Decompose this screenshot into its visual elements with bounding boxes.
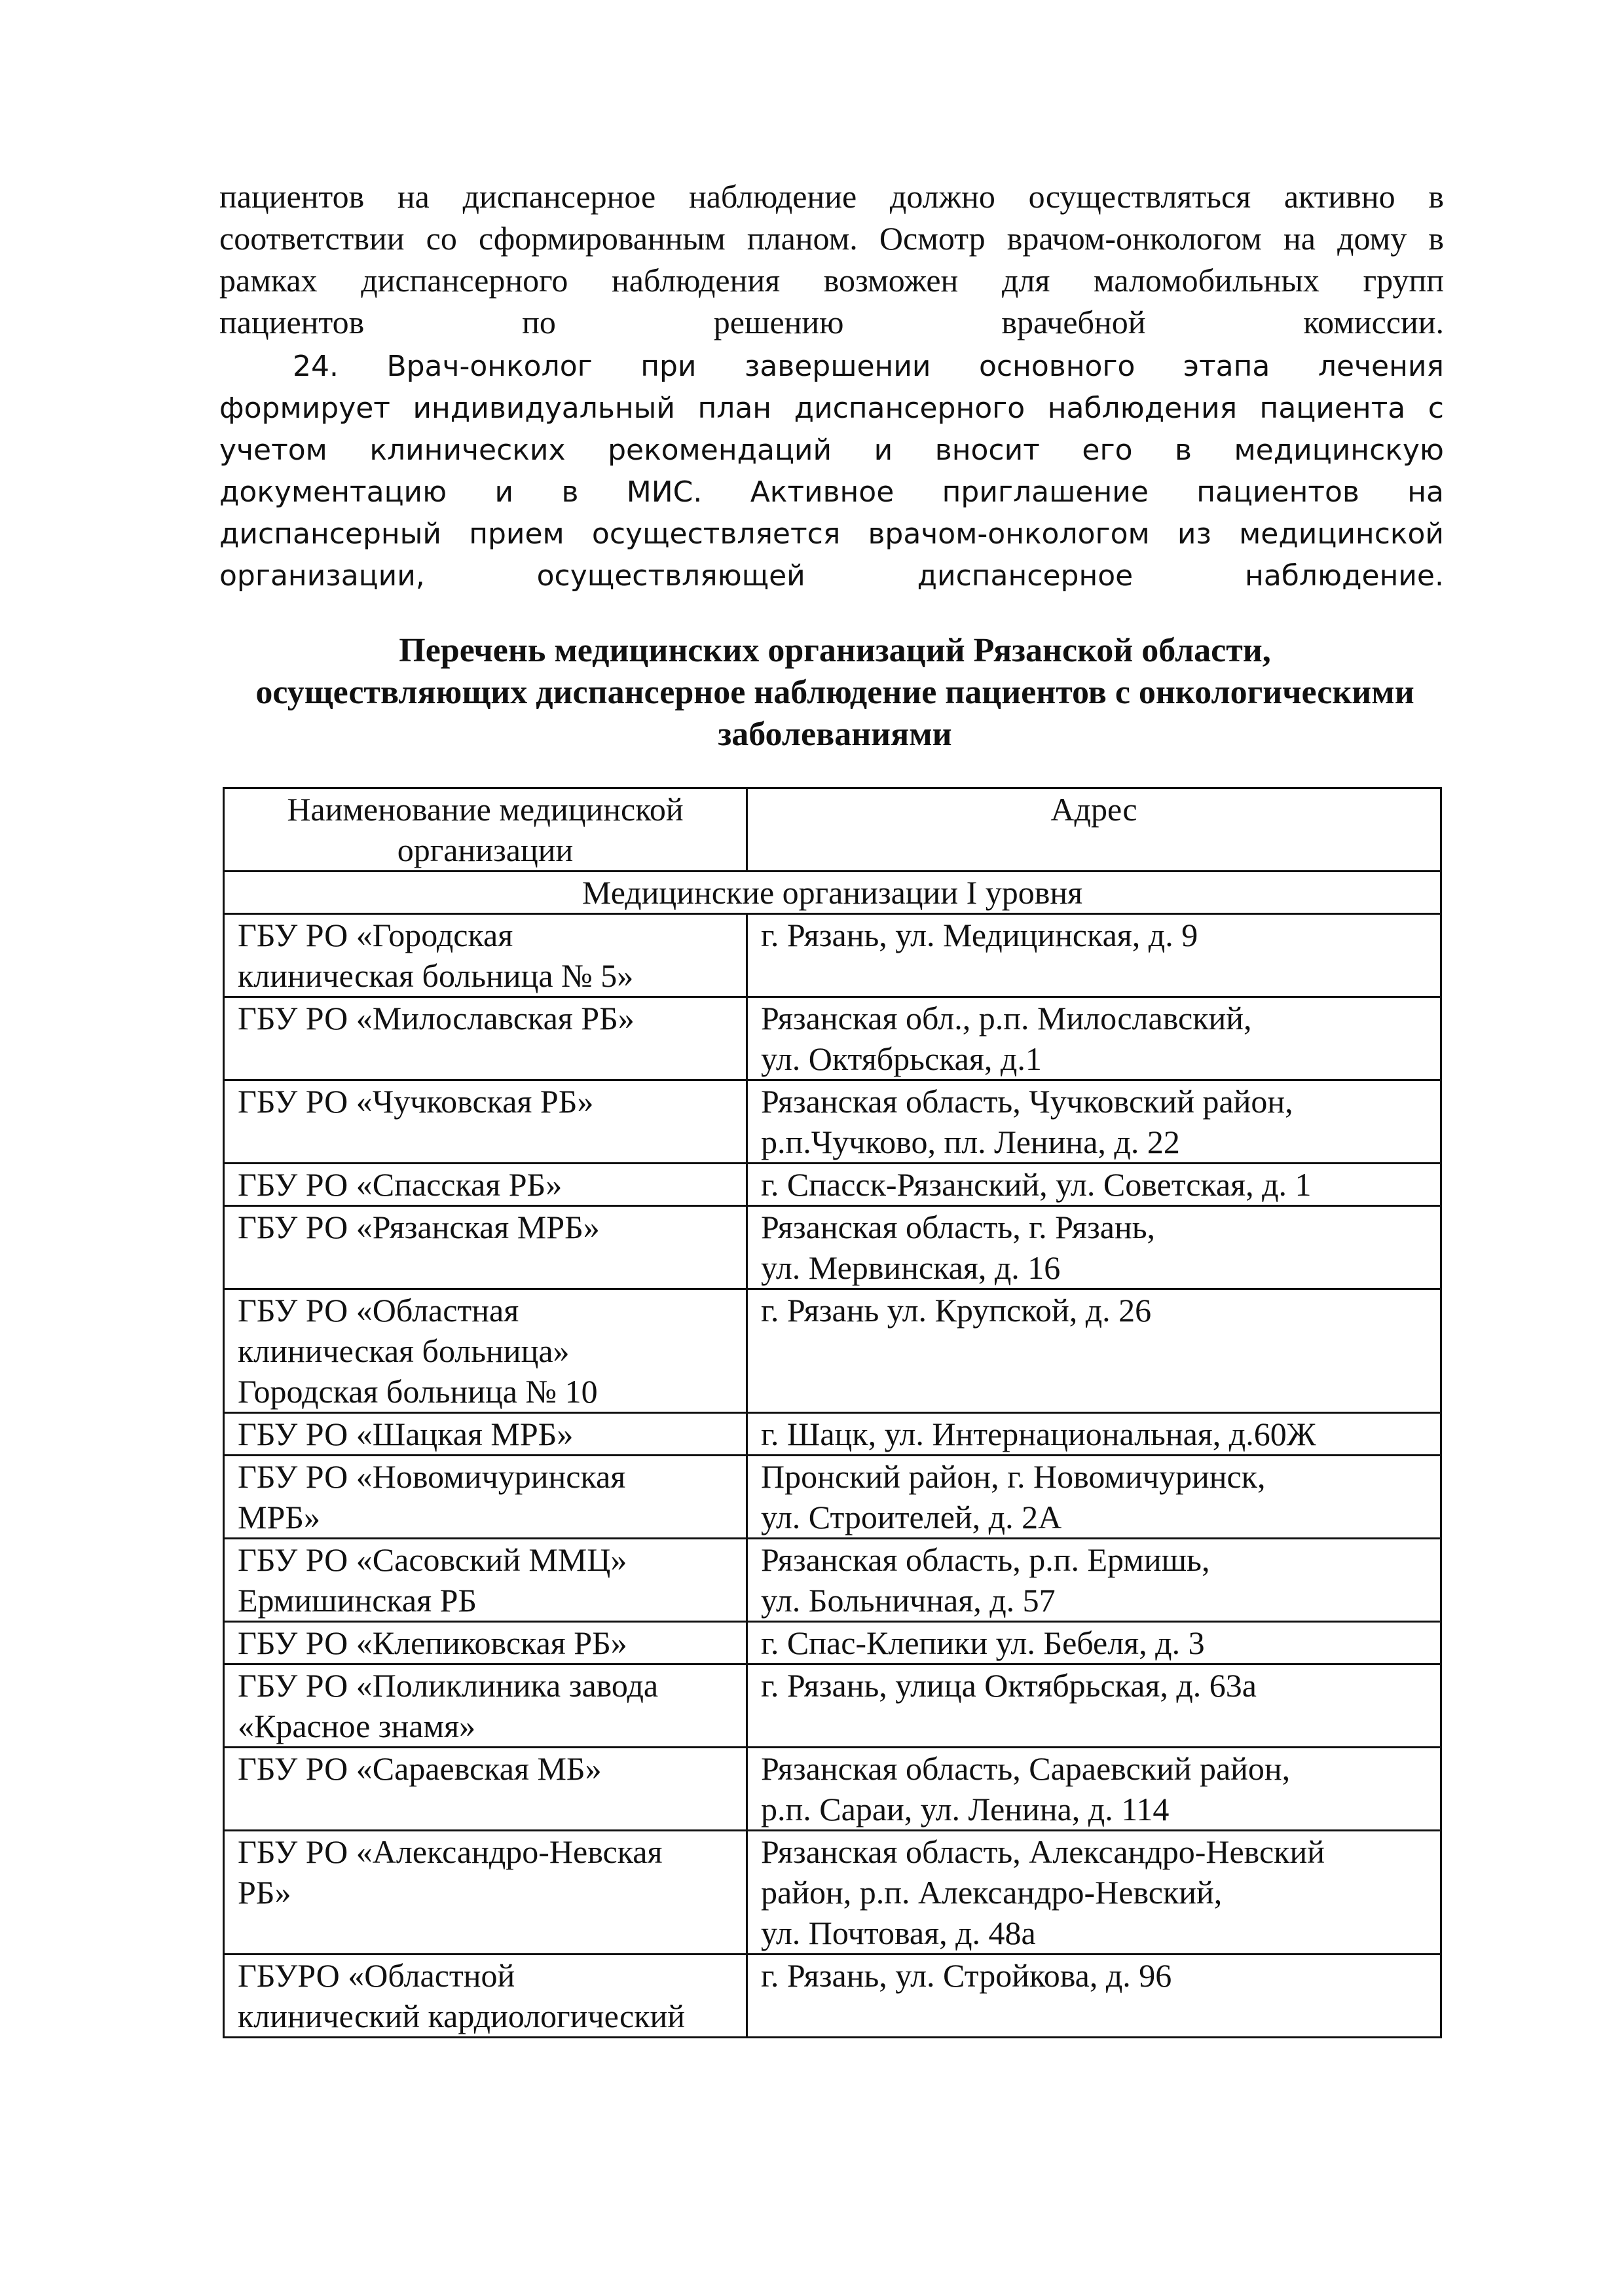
org-name-line: РБ» bbox=[238, 1874, 291, 1911]
text-line: рамках диспансерного наблюдения возможен для маломобильных групп bbox=[219, 262, 1444, 299]
org-name-line: клиническая больница» bbox=[238, 1332, 570, 1369]
heading-line: Перечень медицинских организаций Рязанской области, bbox=[399, 632, 1271, 669]
org-name-line: ГБУ РО «Областная bbox=[238, 1292, 519, 1329]
org-address-line: ул. Строителей, д. 2А bbox=[761, 1499, 1062, 1535]
org-name-cell bbox=[224, 1622, 747, 1664]
org-name-cell bbox=[224, 1413, 747, 1456]
org-address-line: г. Спас-Клепики ул. Бебеля, д. 3 bbox=[761, 1625, 1205, 1661]
organizations-table bbox=[223, 787, 1442, 2038]
org-address-cell bbox=[747, 1748, 1441, 1831]
paragraph-dispensary-plan bbox=[219, 175, 1444, 343]
table-row bbox=[224, 1831, 1441, 1955]
org-address-line: Рязанская область, Александро-Невский bbox=[761, 1833, 1325, 1870]
org-name-cell bbox=[224, 997, 747, 1080]
org-name-line: ГБУРО «Областной bbox=[238, 1957, 515, 1994]
org-address-cell bbox=[747, 1413, 1441, 1456]
text-line: учетом клинических рекомендаций и вносит его в медицинскую bbox=[219, 433, 1444, 467]
org-address-line: г. Шацк, ул. Интернациональная, д.60Ж bbox=[761, 1416, 1316, 1452]
org-address-line: ул. Октябрьская, д.1 bbox=[761, 1040, 1042, 1077]
section-label: Медицинские организации I уровня bbox=[224, 872, 1441, 914]
table-row bbox=[224, 1413, 1441, 1456]
table-row bbox=[224, 1206, 1441, 1289]
table-body bbox=[224, 872, 1441, 2038]
org-address-line: Рязанская обл., р.п. Милославский, bbox=[761, 1000, 1252, 1037]
org-name-cell bbox=[224, 1955, 747, 2038]
org-address-cell bbox=[747, 1206, 1441, 1289]
org-address-line: г. Рязань, ул. Стройкова, д. 96 bbox=[761, 1957, 1172, 1994]
org-name-cell bbox=[224, 1831, 747, 1955]
org-name-line: ГБУ РО «Клепиковская РБ» bbox=[238, 1625, 627, 1661]
org-address-cell bbox=[747, 1831, 1441, 1955]
text-line: документацию и в МИС. Активное приглашение пациентов на bbox=[219, 475, 1444, 509]
paragraph-item-24 bbox=[219, 346, 1444, 597]
header-name-line: организации bbox=[397, 832, 574, 868]
text-line: соответствии со сформированным планом. Осмотр врачом-онкологом на дому в bbox=[219, 220, 1444, 257]
org-name-line: МРБ» bbox=[238, 1499, 320, 1535]
org-address-line: р.п.Чучково, пл. Ленина, д. 22 bbox=[761, 1124, 1180, 1160]
org-name-line: ГБУ РО «Спасская РБ» bbox=[238, 1166, 563, 1203]
org-name-cell bbox=[224, 1164, 747, 1206]
org-address-line: ул. Мервинская, д. 16 bbox=[761, 1249, 1061, 1286]
table-row bbox=[224, 1955, 1441, 2038]
header-name-column bbox=[224, 788, 747, 872]
section-row bbox=[224, 872, 1441, 914]
text-line: формирует индивидуальный план диспансерного наблюдения пациента с bbox=[219, 392, 1444, 425]
table-row bbox=[224, 1622, 1441, 1664]
org-address-line: г. Рязань, улица Октябрьская, д. 63а bbox=[761, 1667, 1257, 1704]
org-name-line: клинический кардиологический bbox=[238, 1998, 686, 2034]
org-name-cell bbox=[224, 1539, 747, 1622]
header-address-column: Адрес bbox=[747, 788, 1441, 872]
org-address-line: район, р.п. Александро-Невский, bbox=[761, 1874, 1223, 1911]
table-header-row bbox=[224, 788, 1441, 872]
org-address-cell bbox=[747, 1164, 1441, 1206]
text-line: пациентов по решению врачебной комиссии. bbox=[219, 304, 1444, 340]
org-address-line: р.п. Сараи, ул. Ленина, д. 114 bbox=[761, 1791, 1170, 1827]
header-name-line: Наименование медицинской bbox=[287, 791, 684, 828]
org-address-line: г. Рязань, ул. Медицинская, д. 9 bbox=[761, 917, 1198, 953]
org-address-line: ул. Почтовая, д. 48а bbox=[761, 1915, 1036, 1951]
table-row bbox=[224, 1164, 1441, 1206]
org-name-line: ГБУ РО «Чучковская РБ» bbox=[238, 1083, 594, 1120]
org-address-cell bbox=[747, 1289, 1441, 1413]
org-address-line: Рязанская область, р.п. Ермишь, bbox=[761, 1541, 1210, 1578]
text-line: диспансерный прием осуществляется врачом-онкологом из медицинской bbox=[219, 517, 1444, 551]
table-row bbox=[224, 997, 1441, 1080]
org-name-cell bbox=[224, 914, 747, 997]
org-address-cell bbox=[747, 1539, 1441, 1622]
org-name-line: Ермишинская РБ bbox=[238, 1582, 477, 1619]
org-name-cell bbox=[224, 1206, 747, 1289]
table-row bbox=[224, 1289, 1441, 1413]
heading-line: заболеваниями bbox=[718, 716, 952, 753]
org-address-cell bbox=[747, 1080, 1441, 1164]
org-name-cell bbox=[224, 1664, 747, 1748]
list-heading bbox=[196, 630, 1473, 756]
org-address-cell bbox=[747, 1664, 1441, 1748]
table-row bbox=[224, 1456, 1441, 1539]
org-address-cell bbox=[747, 1622, 1441, 1664]
org-address-line: Рязанская область, г. Рязань, bbox=[761, 1209, 1156, 1245]
table-row bbox=[224, 1664, 1441, 1748]
org-address-line: Рязанская область, Чучковский район, bbox=[761, 1083, 1293, 1120]
org-address-line: Пронский район, г. Новомичуринск, bbox=[761, 1458, 1266, 1495]
org-name-cell bbox=[224, 1289, 747, 1413]
org-name-line: ГБУ РО «Шацкая МРБ» bbox=[238, 1416, 574, 1452]
table-row bbox=[224, 1080, 1441, 1164]
org-address-cell bbox=[747, 1456, 1441, 1539]
org-name-cell bbox=[224, 1748, 747, 1831]
table-row bbox=[224, 1748, 1441, 1831]
org-address-cell bbox=[747, 997, 1441, 1080]
org-name-line: ГБУ РО «Сасовский ММЦ» bbox=[238, 1541, 627, 1578]
org-name-cell bbox=[224, 1080, 747, 1164]
heading-line: осуществляющих диспансерное наблюдение пациентов с онкологическими bbox=[255, 674, 1414, 711]
table-row bbox=[224, 1539, 1441, 1622]
org-name-line: клиническая больница № 5» bbox=[238, 957, 634, 994]
org-address-line: г. Спасск-Рязанский, ул. Советская, д. 1 bbox=[761, 1166, 1312, 1203]
org-name-line: ГБУ РО «Поликлиника завода bbox=[238, 1667, 659, 1704]
org-name-line: ГБУ РО «Сараевская МБ» bbox=[238, 1750, 602, 1787]
org-name-line: ГБУ РО «Александро-Невская bbox=[238, 1833, 663, 1870]
table-row bbox=[224, 914, 1441, 997]
org-name-line: Городская больница № 10 bbox=[238, 1373, 598, 1410]
org-name-line: «Красное знамя» bbox=[238, 1708, 476, 1744]
org-name-line: ГБУ РО «Рязанская МРБ» bbox=[238, 1209, 600, 1245]
org-address-cell bbox=[747, 1955, 1441, 2038]
org-name-line: ГБУ РО «Городская bbox=[238, 917, 513, 953]
org-address-line: ул. Больничная, д. 57 bbox=[761, 1582, 1056, 1619]
org-name-line: ГБУ РО «Милославская РБ» bbox=[238, 1000, 635, 1037]
org-name-line: ГБУ РО «Новомичуринская bbox=[238, 1458, 626, 1495]
text-line: пациентов на диспансерное наблюдение должно осуществляться активно в bbox=[219, 178, 1444, 215]
org-address-cell bbox=[747, 914, 1441, 997]
text-line: организации, осуществляющей диспансерное наблюдение. bbox=[219, 559, 1444, 593]
org-name-cell bbox=[224, 1456, 747, 1539]
org-address-line: г. Рязань ул. Крупской, д. 26 bbox=[761, 1292, 1152, 1329]
org-address-line: Рязанская область, Сараевский район, bbox=[761, 1750, 1291, 1787]
text-line: 24. Врач-онколог при завершении основного этапа лечения bbox=[293, 350, 1444, 383]
